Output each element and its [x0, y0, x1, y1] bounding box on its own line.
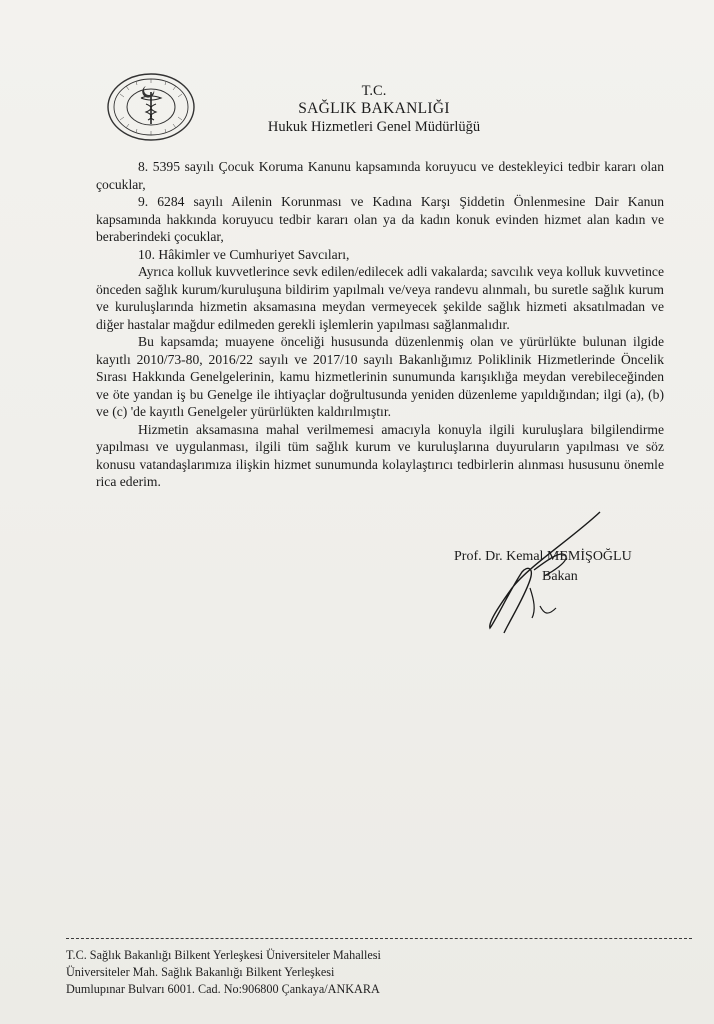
- body-paragraph: Ayrıca kolluk kuvvetlerince sevk edilen/edilecek adli vakalarda; savcılık veya kolluk kuvvetince önceden sağlık kurum/kuruluşuna bildirim yapılmalı ve/veya randevu alınmalı, bu suretle sağlık kurum ve kuruluşlarında hizmetin aksamasına meydan vermeyecek şekilde sağlık hizmeti aksatılmadan ve diğer hastalar mağdur edilmeden gerekli işlemlerin yapılması sağlanmalıdır.: [96, 264, 664, 332]
- department-name: Hukuk Hizmetleri Genel Müdürlüğü: [267, 119, 481, 135]
- body-paragraph: 8. 5395 sayılı Çocuk Koruma Kanunu kapsamında koruyucu ve destekleyici tedbir kararı olan çocuklar,: [96, 159, 664, 192]
- letterhead: [250, 82, 498, 136]
- signature-block: [454, 547, 674, 587]
- ministry-name: SAĞLIK BAKANLIĞI: [298, 100, 450, 117]
- footer-line: T.C. Sağlık Bakanlığı Bilkent Yerleşkesi Üniversiteler Mahallesi: [66, 948, 381, 962]
- footer-divider: [66, 938, 692, 939]
- footer-line: Üniversiteler Mah. Sağlık Bakanlığı Bilkent Yerleşkesi: [66, 965, 335, 979]
- body-paragraph: 10. Hâkimler ve Cumhuriyet Savcıları,: [138, 246, 350, 262]
- signatory-title: Bakan: [542, 569, 578, 584]
- footer-line: Dumlupınar Bulvarı 6001. Cad. No:906800 Çankaya/ANKARA: [66, 982, 380, 996]
- ministry-seal-icon: [106, 72, 196, 142]
- body-paragraph: Bu kapsamda; muayene önceliği hususunda düzenlenmiş olan ve yürürlükte bulunan ilgide kayıtlı 2010/73-80, 2016/22 sayılı ve 2017/10 sayılı Bakanlığımız Poliklinik Hizmetlerinde Öncelik Sırası Hakkında Genelgelerinin, kamu hizmetlerinin sunumunda karışıklığa meydan verebileceğinden ve öte yandan iş bu Genelge ile ihtiyaçlar doğrultusunda yeniden düzenleme yapıldığından; ilgi (a), (b) ve (c) 'de kayıtlı Genelgeler yürürlükten kaldırılmıştır.: [96, 334, 664, 419]
- footer-address: [66, 947, 526, 998]
- body-paragraph: Hizmetin aksamasına mahal verilmemesi amacıyla konuyla ilgili kuruluşlara bilgilendirme yapılması ve uygulanması, ilgili tüm sağlık kurum ve kuruluşlarına duyuruların yapılması ve söz konusu vatandaşlarımıza ilişkin hizmet sunumunda kolaylaştırıcı tedbirlerin alınması hususunu önemle rica ederim.: [96, 421, 664, 489]
- body-paragraph: 9. 6284 sayılı Ailenin Korunması ve Kadına Karşı Şiddetin Önlenmesine Dair Kanun kapsamında hakkında koruyucu tedbir kararı olan ya da kadın konuk evinden hizmet alan kadın ve beraberindeki çocuklar,: [96, 194, 664, 244]
- signatory-name: Prof. Dr. Kemal MEMİŞOĞLU: [454, 549, 632, 564]
- country-line: T.C.: [361, 83, 387, 99]
- letter-body: [96, 158, 664, 491]
